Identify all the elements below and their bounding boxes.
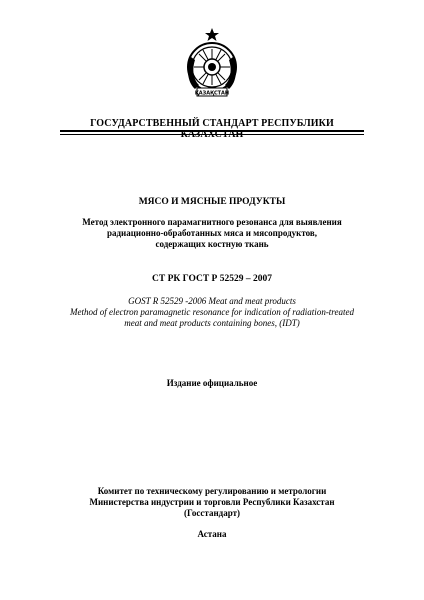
subtitle-line: содержащих костную ткань xyxy=(155,239,269,249)
committee-line: (Госстандарт) xyxy=(184,508,240,518)
english-line: meat and meat products containing bones, (IDT) xyxy=(124,318,300,328)
svg-text:ҚАЗАҚСТАН: ҚАЗАҚСТАН xyxy=(194,90,230,97)
english-line: Method of electron paramagnetic resonance for indication of radiation-treated xyxy=(70,307,354,317)
english-title xyxy=(50,296,374,329)
state-emblem-icon xyxy=(185,27,239,103)
subtitle-line: Метод электронного парамагнитного резонанса для выявления xyxy=(82,217,342,227)
committee-line: Комитет по техническому регулированию и метрологии xyxy=(97,486,327,496)
city-label: Астана xyxy=(197,529,227,539)
standard-title: ГОСУДАРСТВЕННЫЙ СТАНДАРТ РЕСПУБЛИКИ КАЗАХСТАН xyxy=(90,118,334,140)
committee-block xyxy=(60,486,364,519)
header-divider-thin xyxy=(60,134,364,135)
committee-line: Министерства индустрии и торговли Республики Казахстан xyxy=(89,497,335,507)
edition-label: Издание официальное xyxy=(166,378,258,388)
subtitle-line: радиационно-обработанных мяса и мясопродуктов, xyxy=(106,228,318,238)
document-title: МЯСО И МЯСНЫЕ ПРОДУКТЫ xyxy=(138,197,286,207)
header-divider-thick xyxy=(60,130,364,132)
document-subtitle xyxy=(70,217,354,250)
standard-code: СТ РК ГОСТ Р 52529 – 2007 xyxy=(152,274,272,284)
english-line: GOST R 52529 -2006 Meat and meat products xyxy=(128,296,296,306)
